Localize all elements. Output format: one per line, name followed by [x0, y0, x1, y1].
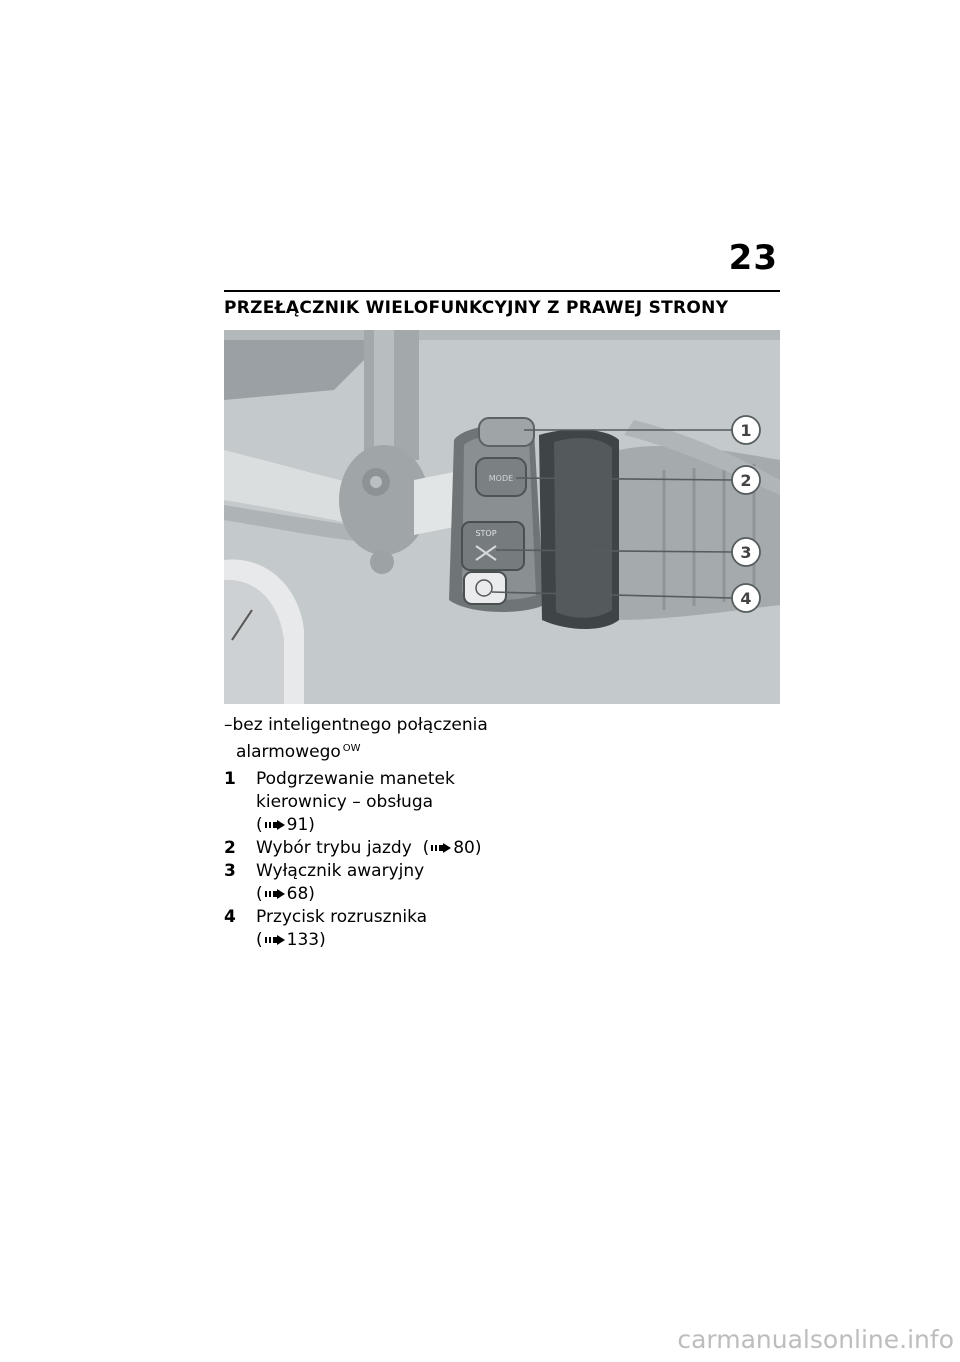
item-text: Przycisk rozrusznika	[256, 907, 428, 927]
caption-line-2: alarmowego	[236, 742, 341, 762]
item-text: Podgrzewanie manetek	[256, 769, 455, 789]
list-item	[224, 906, 524, 952]
page-reference[interactable]	[256, 814, 524, 837]
ref-paren: (	[422, 838, 430, 858]
list-item	[224, 860, 524, 906]
item-text: Wyłącznik awaryjny	[256, 861, 425, 881]
list-item	[224, 837, 524, 860]
caption-line-1: bez inteligentnego połączenia	[232, 715, 488, 735]
section-heading: PRZEŁĄCZNIK WIELOFUNKCYJNY Z PRAWEJ STRONY	[224, 290, 780, 318]
legend-list	[224, 768, 524, 952]
page-arrow-icon	[431, 843, 451, 853]
item-text: kierownicy – obsługa	[256, 792, 434, 812]
figure-caption	[224, 714, 524, 764]
ref-page: 91)	[286, 815, 315, 835]
item-text: Wybór trybu jazdy	[256, 838, 412, 858]
list-item	[224, 768, 524, 837]
item-number: 4	[224, 907, 236, 927]
switch-illustration	[224, 330, 780, 704]
callout-4: 4	[740, 589, 752, 608]
item-number: 1	[224, 769, 236, 789]
page-arrow-icon	[265, 820, 285, 830]
page-arrow-icon	[265, 935, 285, 945]
item-number: 2	[224, 838, 236, 858]
ref-paren: (	[256, 884, 263, 904]
ref-page: 80)	[453, 838, 482, 858]
page-reference[interactable]	[256, 929, 524, 952]
callout-3: 3	[740, 543, 752, 562]
callout-2: 2	[740, 471, 752, 490]
ref-page: 133)	[286, 930, 326, 950]
watermark[interactable]: carmanualsonline.info	[677, 1325, 954, 1354]
caption-dash: –	[224, 715, 233, 735]
ref-paren: (	[256, 815, 263, 835]
ref-page: 68)	[286, 884, 315, 904]
page-number: 23	[728, 238, 778, 278]
callout-1: 1	[740, 421, 752, 440]
page-reference[interactable]	[256, 883, 524, 906]
mode-label: MODE	[488, 474, 514, 483]
stop-label: STOP	[475, 529, 497, 538]
ref-paren: (	[256, 930, 263, 950]
caption-superscript: OW	[342, 743, 361, 754]
item-number: 3	[224, 861, 236, 881]
page-arrow-icon	[265, 889, 285, 899]
page-reference[interactable]	[423, 838, 482, 858]
